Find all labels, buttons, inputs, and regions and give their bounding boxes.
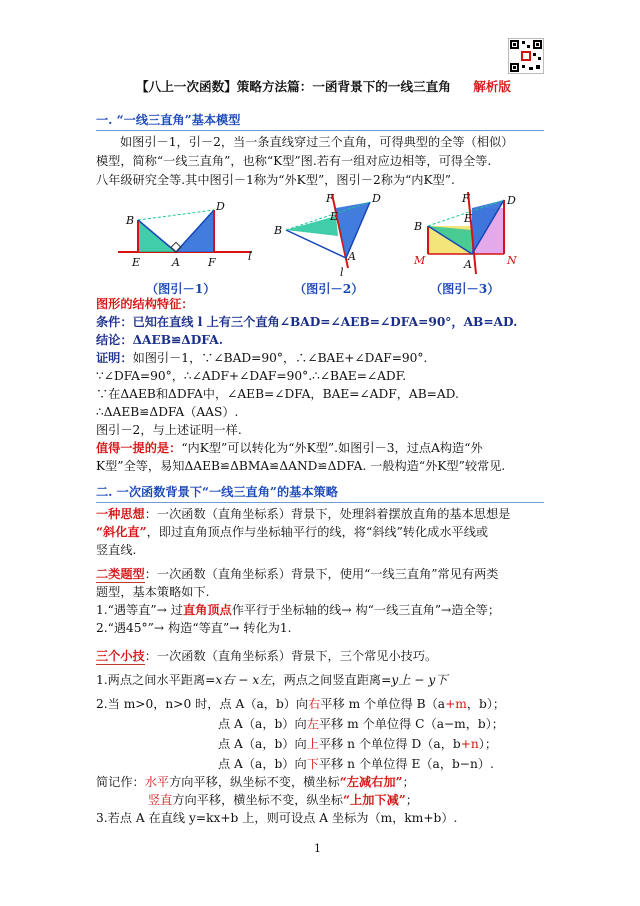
fig2-label-A: A	[348, 250, 356, 263]
fig1-label-F: F	[208, 256, 216, 269]
tip3-text-a: 点 A（a，b）向	[218, 717, 307, 731]
qr-code	[508, 38, 544, 74]
note-text-1: “内K型”可以转化为“外K型”.如图引－3，过点A构造“外	[181, 441, 483, 455]
note-line1	[96, 440, 483, 457]
idea-text-2: ，即过直角顶点作与坐标轴平行的线，将“斜线”转化成水平线或	[146, 525, 489, 539]
types-text-1: ：一次函数（直角坐标系）背景下，使用“一线三直角”常见有两类	[144, 567, 499, 581]
fig3-label-B: B	[414, 220, 423, 233]
memo-line1	[96, 774, 415, 791]
fig3-label-N: N	[507, 254, 517, 267]
section-1-divider	[96, 130, 544, 131]
fig3-label-A: A	[464, 258, 472, 271]
tip1-formula-vertical: y上 − y下	[391, 673, 448, 687]
condition-line	[96, 314, 517, 331]
conclusion-label: 结论：	[96, 333, 133, 347]
page-title	[136, 78, 511, 95]
memo2-end: ；	[405, 793, 418, 807]
fig3-label-M: M	[414, 254, 426, 267]
fig3-label-F: F	[462, 192, 470, 205]
tip5-text-b: 平移 n 个单位得 E（a，b−n）.	[318, 757, 494, 771]
fig1-label-B: B	[126, 214, 135, 227]
idea-label: 一种思想	[96, 507, 145, 521]
tip-shift-down	[218, 756, 494, 773]
proof-line3: ∵在ΔAEB和ΔDFA中，∠AEB=∠DFA，BAE=∠ADF，AB=AD.	[96, 387, 459, 401]
memo2-rule: “上加下减”	[343, 793, 406, 807]
proof-line4: ∴ΔAEB≌ΔDFA（AAS）.	[96, 405, 239, 419]
section-2-divider	[96, 502, 544, 503]
tip1-formula-horizontal: x右 − x左	[215, 673, 272, 687]
conclusion-text: ΔAEB≌ΔDFA.	[132, 333, 223, 347]
tip-shift-left	[218, 716, 504, 733]
memo2-keyword: 竖直	[148, 793, 173, 807]
types-line2: 题型，基本策略如下.	[96, 585, 210, 599]
tip2-text-a: 2.当 m>0，n>0 时，点 A（a，b）向	[96, 697, 309, 711]
idea-text-1: ：一次函数（直角坐标系）背景下，处理斜着摆放直角的基本思想是	[144, 507, 511, 521]
fig2-label-F: F	[326, 192, 334, 205]
fig2-label-E: E	[330, 210, 339, 223]
fig1-label-E: E	[132, 256, 141, 269]
fig1-label-D: D	[216, 200, 225, 213]
tip2-sign: +m	[445, 697, 467, 711]
fig3-label-D: D	[507, 194, 516, 207]
tip4-sign: +n	[460, 737, 479, 751]
memo1-keyword: 水平	[144, 775, 170, 789]
idea-keyword: “斜化直”	[96, 525, 147, 539]
memo1-rule: “左减右加”	[339, 775, 403, 789]
fig2-label-B: B	[274, 224, 283, 237]
tip5-text-a: 点 A（a，b）向	[218, 757, 307, 771]
memo-label: 简记作：	[96, 775, 145, 789]
tip2-text-b: 平移 m 个单位得 B（a	[320, 697, 446, 711]
memo-line2	[148, 792, 418, 809]
proof-text-1: 如图引－1，∵∠BAD=90°，∴∠BAE+∠DAF=90°.	[132, 351, 428, 365]
condition-text: 已知在直线 l 上有三个直角∠BAD=∠AEB=∠DFA=90°，AB=AD.	[132, 315, 518, 329]
tip5-direction: 下	[306, 757, 319, 771]
note-label: 值得一提的是：	[96, 441, 182, 455]
tip2-direction: 右	[308, 697, 321, 711]
proof-line5: 图引－2，与上述证明一样.	[96, 423, 242, 437]
proof-line2: ∵∠DFA=90°，∴∠ADF+∠DAF=90°.∴∠BAE=∠ADF.	[96, 369, 407, 383]
idea-line3: 竖直线.	[96, 543, 137, 557]
tip-line-point: 3.若点 A 在直线 y=kx+b 上，则可设点 A 坐标为（m，km+b）.	[96, 811, 458, 825]
tip-shift-up	[218, 736, 497, 753]
tip4-text-b: 平移 n 个单位得 D（a，b	[318, 737, 461, 751]
types-line1	[96, 566, 498, 583]
tips-line	[96, 648, 437, 665]
figure-caption-3: （图引－3）	[430, 282, 500, 296]
types-label: 二类题型	[96, 567, 145, 581]
fig2-label-l: l	[340, 266, 344, 278]
proof-label: 证明：	[96, 351, 133, 365]
memo1-end: ；	[402, 775, 415, 789]
sec1-paragraph-line1: 如图引－1，引－2，当一条直线穿过三个直角，可得典型的全等（相似）	[120, 135, 514, 149]
tip-shift-right	[96, 696, 505, 713]
tips-label: 三个小技	[96, 649, 145, 663]
tip-distance	[96, 672, 447, 689]
type-item-1	[96, 602, 500, 619]
figure-ref-2	[272, 188, 382, 278]
type1-text-b: 作平行于坐标轴的线→ 构“一线三直角”→造全等；	[231, 603, 501, 617]
figure-ref-1	[110, 192, 260, 274]
type1-keyword: 直角顶点	[182, 603, 232, 617]
fig3-label-E: E	[464, 212, 473, 225]
idea-line2	[96, 524, 488, 541]
conclusion-line	[96, 332, 223, 349]
tips-text: ：一次函数（直角坐标系）背景下，三个常见小技巧。	[144, 649, 438, 663]
tip1-text-a: 1.两点之间水平距离=	[96, 673, 216, 687]
tip1-text-b: ，两点之间竖直距离=	[271, 673, 392, 687]
sec1-paragraph-line3: 八年级研究全等.其中图引－1称为“外K型”，图引－2称为“内K型”.	[96, 173, 455, 187]
title-tag: 解析版	[473, 79, 512, 94]
idea-line1	[96, 506, 510, 523]
tip3-text-b: 平移 m 个单位得 C（a−m，b）；	[318, 717, 504, 731]
section-2-heading: 二. 一次函数背景下“一线三直角”的基本策略	[96, 485, 338, 499]
figure-ref-3	[410, 188, 524, 278]
type1-text-a: 1.“遇等直”→ 过	[96, 603, 183, 617]
tip4-text-c: ）；	[478, 737, 498, 751]
fig2-label-D: D	[372, 192, 381, 205]
fig1-label-l: l	[248, 250, 252, 263]
structure-heading: 图形的结构特征：	[96, 297, 194, 311]
proof-line1	[96, 350, 427, 367]
condition-label: 条件：	[96, 315, 133, 329]
memo2-text: 方向平移，横坐标不变，纵坐标	[172, 793, 343, 807]
figure-caption-1: （图引－1）	[146, 282, 216, 296]
figure-caption-2: （图引－2）	[294, 282, 364, 296]
tip3-direction: 左	[306, 717, 319, 731]
fig1-label-A: A	[172, 256, 180, 269]
tip4-direction: 上	[306, 737, 319, 751]
type-item-2: 2.“遇45°”→ 构造“等直”→ 转化为1.	[96, 621, 292, 635]
tip2-text-c: ，b）；	[466, 697, 506, 711]
tip4-text-a: 点 A（a，b）向	[218, 737, 307, 751]
title-text: 【八上一次函数】策略方法篇：一函背景下的一线三直角	[136, 79, 451, 94]
page-number: 1	[314, 842, 321, 855]
sec1-paragraph-line2: 模型，简称“一线三直角”，也称“K型”图.若有一组对应边相等，可得全等.	[96, 154, 492, 168]
section-1-heading: 一. “一线三直角”基本模型	[96, 113, 241, 127]
memo1-text: 方向平移，纵坐标不变，横坐标	[169, 775, 340, 789]
note-line2: K型”全等，易知ΔAEB≌ΔBMA≌ΔAND≌ΔDFA. 一般构造“外K型”较常见.	[96, 459, 506, 473]
